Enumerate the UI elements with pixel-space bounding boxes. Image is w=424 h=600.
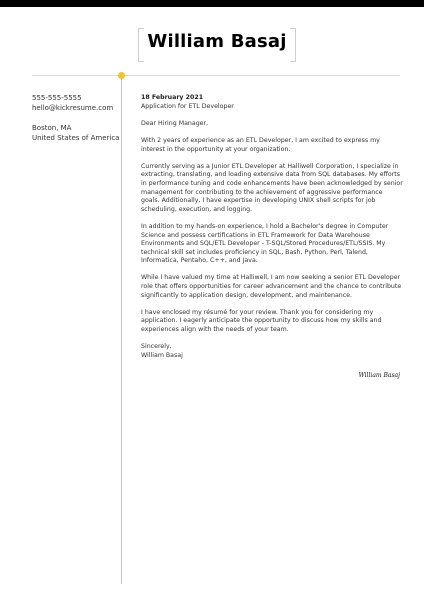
email-address: hello@kickresume.com — [32, 103, 114, 112]
paragraph: In addition to my hands-on experience, I hold a Bachelor's degree in Computer Science and possess certifications in ETL Framework for Data Warehouse Environments and SQL/ETL Developer - T-SQL/Stored Procedures/ETL/SSIS. My technical skill set includes proficiency in SQL, Bash, Python, Perl, Talend, Informatica, Pentaho, C++, and Java. — [141, 222, 389, 265]
vertical-divider — [121, 76, 122, 584]
applicant-name: William Basaj — [147, 31, 287, 52]
divider-dot — [118, 72, 125, 79]
handwritten-signature: William Basaj — [358, 372, 400, 379]
top-bar — [0, 0, 424, 7]
letter-body — [141, 94, 403, 360]
name-header — [138, 28, 296, 60]
city: Boston, MA — [32, 124, 72, 133]
contact-sidebar — [32, 94, 120, 143]
paragraph: I have enclosed my résumé for your review. Thank you for considering my application. I eagerly anticipate the opportunity to discuss how my skills and experiences align with the needs of your team. — [141, 308, 382, 334]
horizontal-divider — [32, 75, 400, 76]
salutation: Dear Hiring Manager, — [141, 119, 209, 127]
closing: Sincerely, — [141, 343, 172, 351]
spacer — [32, 113, 117, 124]
letter-date: 18 February 2021 — [141, 94, 204, 101]
paragraph: While I have valued my time at Halliwell, I am now seeking a senior ETL Developer role that offers opportunities for career advancement and the chance to contribute significantly to application design, development, and maintenance. — [141, 274, 402, 299]
phone-number: 555-555-5555 — [32, 94, 82, 102]
letter-subject: Application for ETL Developer — [141, 102, 234, 110]
country: United States of America — [32, 133, 120, 142]
paragraph: Currently serving as a Junior ETL Developer at Halliwell Corporation, I specialize in extracting, translating, and loading extensive data from SQL databases. My efforts in performance tuning and code enhancements have been acknowledged by senior management for contributing to the achievement of aggressive performance goals. Additionally, I have expertise in developing UNIX shell scripts for job scheduling, execution, and logging. — [141, 162, 403, 213]
paragraph: With 2 years of experience as an ETL Developer, I am excited to express my interest in the opportunity at your organization. — [141, 136, 380, 153]
closing-name: William Basaj — [141, 351, 183, 359]
